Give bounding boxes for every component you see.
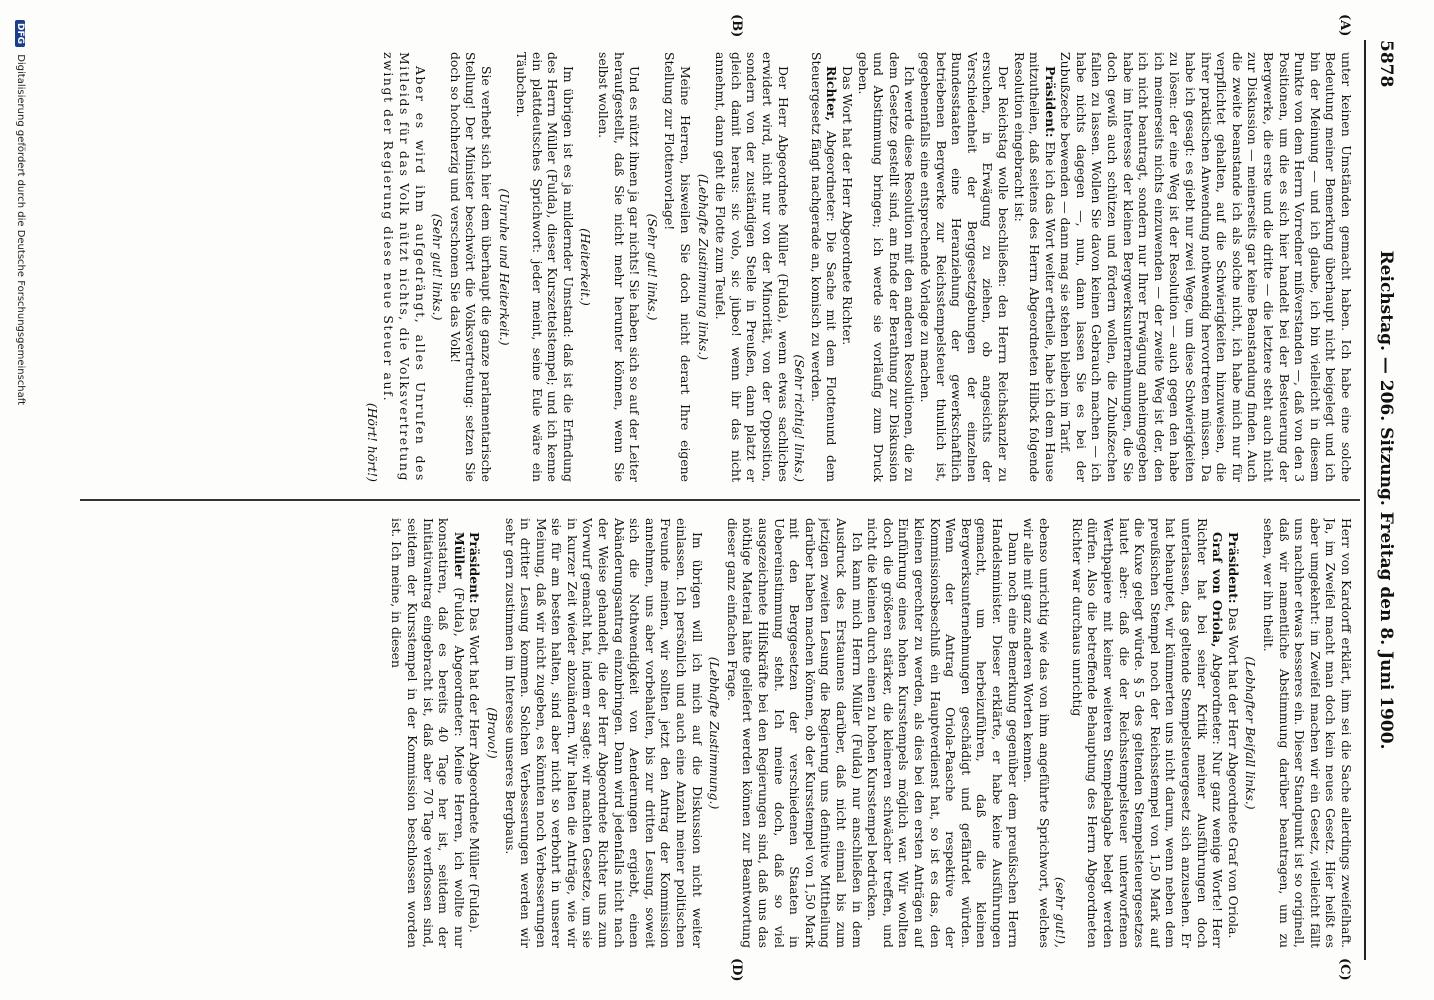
interjection: (Bravo!) <box>484 707 500 759</box>
page-footer <box>15 20 26 980</box>
interjection: (Lebhafte Zustimmung links.) <box>695 173 711 361</box>
resolution-text: Der Reichstag wolle beschließen: den Herrn Reichskanzler zu ersuchen, in Erwägung zu ziehen, ob angesichts der Verschiedenheit der Berggesetzgebungen der einzelnen Bundesstaaten eine Heranziehung der gewerkschaftlich betriebenen Bergwerke zur Reichsstempelsteuer thunlich ist, gegebenenfalls eine entsprechende Vorlage zu machen. <box>917 52 1011 482</box>
paragraph: Im übrigen ist es ja mildernder Umstand: daß ist die Erfindung des Herrn Müller (Fulda), dieser Kurszettelstempel; und ich kenne ein plattdeutsches Sprichwort: jeder meint, seine Eule wäre ein Täubchen. <box>514 52 576 482</box>
left-column <box>74 52 1354 482</box>
paragraph <box>389 518 467 948</box>
interjection: (Sehr gut! links.) <box>430 213 446 321</box>
paragraph-text: Das Wort hat der Herr Abgeordnete Müller (Fulda). <box>467 607 483 933</box>
paragraph <box>467 518 483 948</box>
margin-marker-c: (C) <box>1337 958 1352 981</box>
paragraph-text: Abgeordneter: Nur ganz wenige Worte! Herr Richter hat bei seiner Kritik meiner Ausführungen doch unterlassen, das geltende Stempelsteuergesetz sich anzusehen. Er hat behauptet, wir kümmerten uns nicht darum, wenn neben dem preußischen Stempel noch der Reichsstempel von 1,50 Mark auf die Kuxe gelegt würde. § 5 des geltenden Stempelsteuergesetzes lautet aber: daß die der Reichsstempelsteuer unterworfenen Werthpapiere mit keiner weiteren Stempelabgabe belegt werden dürfen. Also die betreffende Behauptung des Herrn Abgeordneten Richter war durchaus unrichtig <box>1069 518 1226 948</box>
paragraph <box>1069 518 1225 948</box>
speaker-name: Präsident: <box>1225 532 1241 604</box>
paragraph: unter keinen Umständen gemacht haben. Ich habe eine solche Bedeutung meiner Bemerkung überhaupt nicht beigelegt und ich bin der Meinung — und ich glaube, ich bin vielleicht in diesem Punkte von dem Herrn Vorredner mißverstanden —, daß von den 3 Positionen, um die es sich hier handelt bei der Besteuerung der Bergwerke, die erste und die dritte — die letztere steht auch nicht zur Diskussion — meinerseits gar keine Beanstandung finden. Auch die zweite beanstande ich als solche nicht, ich habe mich nur für verpflichtet gehalten, auf die Schwierigkeiten hinzuweisen, die ihrer praktischen Anwendung nothwendig hervortreten müssen. Da habe ich gesagt: es giebt nur zwei Wege, um diese Schwierigkeiten zu lösen: der eine Weg ist der Resolution — auch gegen den habe ich meinerseits nichts einzuwenden — der zweite Weg ist der, den ich nicht beantragt, sondern nur Ihrer Erwägung anheimgegeben habe im Interesse der kleinen Bergwerksunternehmungen, die Sie doch gewiß auch schützen und fördern wollen, die Zubußzechen fallen zu lassen. Wollen Sie davon keinen Gebrauch machen — ich habe nichts dagegen —, nun, dann lassen Sie es bei der Zubußzeche bewenden — dann mag sie stehen bleiben im Tarif. <box>1058 52 1354 482</box>
paragraph: Ich kann mich Herrn Müller (Fulda) nur anschließen in dem Ausdruck des Erstaunens darüber, daß nicht einmal bis zum jetzigen zweiten Lesung die Regierung uns definitive Mittheilung darüber haben machen können, ob der Kursstempel von 1,50 Mark mit den Berggesetzen der verschiedenen Staaten in Uebereinstimmung steht. Ich meine doch, daß so viel ausgezeichnete Hilfskräfte bei den Regierungen sind, daß uns das nöthige Material hätte geliefert werden können zur Beantwortung dieser ganz einfachen Frage. <box>724 518 865 948</box>
interjection: (Sehr gut! links.) <box>644 213 660 321</box>
interjection: (Unruhe und Heiterkeit.) <box>496 188 512 346</box>
page-number: 5878 <box>1376 40 1396 88</box>
interjection: (Sehr richtig! links.) <box>792 354 808 482</box>
interjection: (Hört! hört!) <box>364 402 380 482</box>
speaker-name: Graf von Oriola, <box>1210 532 1226 648</box>
dfg-logo: DFG <box>15 20 25 47</box>
interjection: (sehr gut!), <box>1053 876 1069 948</box>
paragraph-text: Abgeordneter: Die Sache mit dem Flottenund dem Steuergesetz fängt nachgerade an, komisch zu werden. <box>808 52 840 482</box>
page-title: Reichstag. — 206. Sitzung. Freitag den 8. Juni 1900. <box>1376 250 1396 750</box>
paragraph: Ich werde diese Resolution mit den anderen Resolutionen, die zu dem Gesetze gestellt sind, am Ende der Berathung zur Diskussion und Abstimmung bringen; ich werde sie vorläufig zum Druck geben. <box>855 52 918 482</box>
interjection: (Lebhafter Beifall links.) <box>1243 656 1259 810</box>
paragraph: Herr von Kardorff erklärt, ihm sei die Sache allerdings zweifelhaft. Ja, im Zweifel macht man doch kein neues Gesetz. Hier heißt es aber umgekehrt: im Zweifel machen wir ein Gesetz, vielleicht fällt uns nachher etwas besseres ein. Dieser Standpunkt ist so originell, daß wir namentliche Abstimmung darüber beantragen, um zu sehen, wer ihn theilt. <box>1261 518 1354 948</box>
margin-marker-b: (B) <box>729 14 744 38</box>
paragraph: Aber es wird ihm aufgedrängt, alles Unrufen des Mitleids für das Volk nützt nichts, die Volksvertretung zwingt der Regierung diese neue Steuer auf. <box>381 52 428 482</box>
paragraph: Das Wort hat der Herr Abgeordnete Richter. <box>840 66 855 346</box>
funding-note: Digitalisierung gefördert durch die Deutsche Forschungsgemeinschaft <box>15 54 26 406</box>
paragraph: ebenso unrichtig wie das von ihm angeführte Sprichwort, welches wir alle mit ganz anderen Worten kennen. <box>1021 518 1052 948</box>
paragraph: Sie verhebt sich hier dem überhaupt die ganze parlamentarische Stellung! Der Minister beschwört die Volksvertretung: setzen Sie doch so hochherzig und verschonen Sie das Volk! <box>447 52 494 482</box>
paragraph-text: (Fulda), Abgeordneter: Meine Herren, ich wollte nur konstatiren, daß es bereits 40 Tage her ist, seitdem der Initiativantrag eingebracht ist, daß aber 70 Tage verflossen sind, seitdem der Kursstempel in der Kommission beschlossen worden ist. Ich meine, in diesen <box>389 518 467 948</box>
paragraph <box>808 52 839 482</box>
margin-marker-d: (D) <box>729 958 744 982</box>
margin-marker-a: (A) <box>1337 14 1352 37</box>
paragraph <box>1225 518 1241 948</box>
interjection: (Heiterkeit.) <box>578 228 594 306</box>
paragraph: Dann noch eine Bemerkung gegenüber dem preußischen Herrn Handelsminister. Dieser erklärte, er habe keine Ausführungen gemacht, um herbeizuführen, daß die kleinen Bergwerksunternehmungen geschädigt und gefährdet würden. Wenn der Antrag Oriola-Paasche respektive der Kommissionsbeschluß ein Hauptverdienst hat, so ist es das, den kleinen gerechter zu werden, als dies bei den ersten Anträgen auf Einführung eines hohen Kursstempels möglich war. Wir wollten doch die größeren stärker, die kleineren schwächer treffen, und nicht die kleinen durch einen zu hohen Kursstempel bedrücken. <box>865 518 1021 948</box>
paragraph-text: Ehe ich das Wort weiter ertheile, habe ich dem Hause mitzutheilen, daß seitens des Herrn Abgeordneten Hilbck folgende Resolution eingebracht ist: <box>1011 52 1058 482</box>
paragraph-text: Das Wort hat der Herr Abgeordnete Graf von Oriola. <box>1225 607 1241 939</box>
paragraph: Im übrigen will ich mich auf die Diskussion nicht weiter einlassen. Ich persönlich und auch eine Anzahl meiner politischen Freunde meinen, wir sollten jetzt den Antrag der Kommission annehmen, uns aber vorbehalten, bis zur dritten Lesung, soweit sich die Nothwendigkeit von Aenderungen ergiebt, einen Abänderungsantrag einzubringen. Dann wird jedenfalls nicht nach der Weise gehandelt, die der Herr Abgeordnete Richter uns zum Vorwurf gemacht hat, indem er sagte: wir machten Gesetze, um sie in kurzer Zeit wieder abzuändern. Wir halten die Anträge, wie wir sie für am besten halten, sind aber nicht so verbohrt in unserer Meinung, daß wir nicht zugeben, es könnten noch Verbesserungen in dritter Lesung kommen. Solchen Verbesserungen werden wir sehr gern zustimmen im Interesse unseres Bergbaus. <box>502 518 705 948</box>
paragraph: Meine Herren, bisweilen Sie doch nicht derart Ihre eigene Stellung zur Flottenvorlage! <box>662 52 694 482</box>
interjection: (Lebhafte Zustimmung.) <box>707 656 723 810</box>
paragraph: Und es nützt ihnen ja gar nichts! Sie haben sich so auf der Leiter heraufgestellt, daß Sie nicht mehr herunter können, wenn Sie selbst wollen. <box>596 52 643 482</box>
speaker-name: Müller <box>451 532 467 579</box>
right-column <box>74 518 1354 948</box>
column-divider <box>80 499 1360 501</box>
paragraph: Der Herr Abgeordnete Müller (Fulda), wenn etwas sachliches erwidert wird, nicht nur von der Minorität, von der Opposition, sondern von der zuständigen Stelle in Preußen, dann platzt er gleich damit heraus: sic volo, sic jubeo! wenn ihr das nicht annehmt, dann geht die Flotte zum Teufel. <box>713 52 791 482</box>
speaker-name: Präsident: <box>467 532 483 604</box>
speaker-name: Richter, <box>824 66 840 122</box>
speaker-name: Präsident: <box>1042 66 1058 138</box>
header-rule <box>1364 40 1366 960</box>
page-header <box>1368 40 1396 960</box>
paragraph <box>1011 52 1058 482</box>
